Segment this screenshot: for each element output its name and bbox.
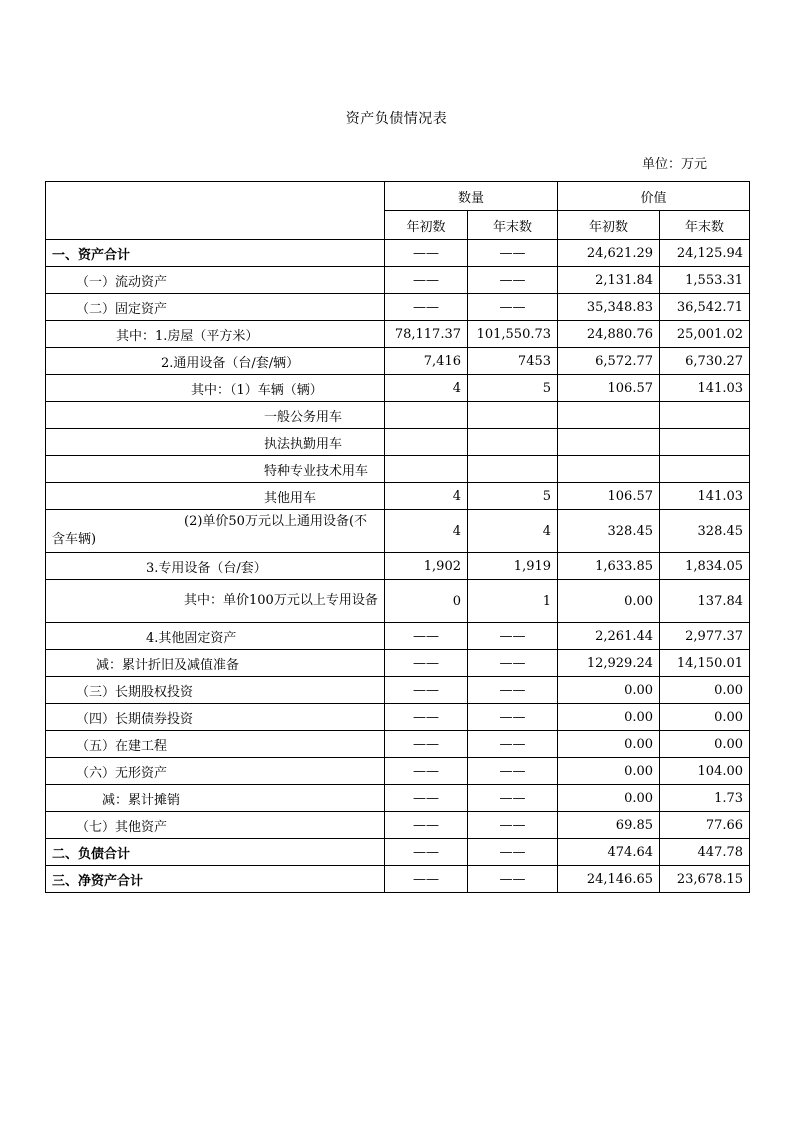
cell-v1 — [558, 402, 660, 429]
cell-v2: 24,125.94 — [660, 240, 750, 267]
table-row — [46, 866, 750, 893]
row-label: 特种专业技术用车 — [46, 456, 385, 483]
page-title: 资产负债情况表 — [345, 111, 448, 127]
cell-q1: —— — [385, 240, 468, 267]
cell-q2 — [468, 429, 558, 456]
unit-label: 单位：万元 — [642, 157, 708, 172]
row-label: 2.通用设备（台/套/辆） — [46, 348, 385, 375]
row-label: （七）其他资产 — [46, 812, 385, 839]
cell-q1: —— — [385, 704, 468, 731]
cell-v1 — [558, 456, 660, 483]
header-quantity-group: 数量 — [385, 182, 558, 211]
row-label: 三、净资产合计 — [46, 866, 385, 893]
cell-q1: 4 — [385, 510, 468, 553]
table-row — [46, 348, 750, 375]
header-val-begin: 年初数 — [558, 211, 660, 240]
cell-v1: 106.57 — [558, 375, 660, 402]
cell-v2: 6,730.27 — [660, 348, 750, 375]
cell-q1: —— — [385, 731, 468, 758]
table-row — [46, 839, 750, 866]
table-row — [46, 623, 750, 650]
cell-v1: 328.45 — [558, 510, 660, 553]
table-row — [46, 402, 750, 429]
cell-v2: 141.03 — [660, 483, 750, 510]
cell-q1: —— — [385, 866, 468, 893]
cell-v1: 0.00 — [558, 580, 660, 623]
table-row — [46, 483, 750, 510]
cell-q2: —— — [468, 240, 558, 267]
cell-v1: 474.64 — [558, 839, 660, 866]
cell-q2: 5 — [468, 483, 558, 510]
table-row — [46, 267, 750, 294]
cell-v2: 0.00 — [660, 704, 750, 731]
cell-v2: 1,553.31 — [660, 267, 750, 294]
cell-q2: —— — [468, 650, 558, 677]
row-label: 4.其他固定资产 — [46, 623, 385, 650]
table-row — [46, 650, 750, 677]
cell-v2: 23,678.15 — [660, 866, 750, 893]
table-row — [46, 240, 750, 267]
cell-v2: 104.00 — [660, 758, 750, 785]
cell-v2: 0.00 — [660, 731, 750, 758]
cell-q2: 101,550.73 — [468, 321, 558, 348]
cell-v1: 2,261.44 — [558, 623, 660, 650]
table-row — [46, 677, 750, 704]
row-label: 一、资产合计 — [46, 240, 385, 267]
cell-v2: 137.84 — [660, 580, 750, 623]
cell-v2 — [660, 456, 750, 483]
cell-v2: 0.00 — [660, 677, 750, 704]
cell-v1: 35,348.83 — [558, 294, 660, 321]
cell-q1: —— — [385, 623, 468, 650]
header-val-end: 年末数 — [660, 211, 750, 240]
cell-q1: —— — [385, 758, 468, 785]
cell-v2: 25,001.02 — [660, 321, 750, 348]
row-label: （六）无形资产 — [46, 758, 385, 785]
cell-v2: 77.66 — [660, 812, 750, 839]
cell-v1: 0.00 — [558, 731, 660, 758]
cell-q2: —— — [468, 267, 558, 294]
cell-q1: —— — [385, 812, 468, 839]
table-row — [46, 510, 750, 553]
cell-v1: 0.00 — [558, 758, 660, 785]
cell-v1: 12,929.24 — [558, 650, 660, 677]
cell-v2: 141.03 — [660, 375, 750, 402]
cell-q2: —— — [468, 758, 558, 785]
cell-q2: 4 — [468, 510, 558, 553]
row-label: 其中：单价100万元以上专用设备 — [46, 580, 385, 623]
cell-q2: 5 — [468, 375, 558, 402]
cell-q1 — [385, 402, 468, 429]
row-label: 3.专用设备（台/套） — [46, 553, 385, 580]
cell-q2: —— — [468, 704, 558, 731]
header-qty-end: 年末数 — [468, 211, 558, 240]
header-qty-begin: 年初数 — [385, 211, 468, 240]
cell-q1: —— — [385, 785, 468, 812]
table-row — [46, 294, 750, 321]
table-row — [46, 785, 750, 812]
table-row — [46, 553, 750, 580]
cell-q1: 78,117.37 — [385, 321, 468, 348]
cell-v2: 14,150.01 — [660, 650, 750, 677]
table-header — [46, 182, 750, 240]
table-body — [46, 240, 750, 893]
cell-q2: —— — [468, 731, 558, 758]
cell-v1: 0.00 — [558, 704, 660, 731]
table-row — [46, 375, 750, 402]
header-value-group: 价值 — [558, 182, 750, 211]
cell-v1: 69.85 — [558, 812, 660, 839]
cell-v2 — [660, 429, 750, 456]
row-label: (2)单价50万元以上通用设备(不含车辆) — [46, 510, 385, 553]
cell-q2: —— — [468, 866, 558, 893]
row-label: （二）固定资产 — [46, 294, 385, 321]
cell-v1 — [558, 429, 660, 456]
cell-q1: —— — [385, 294, 468, 321]
cell-q2 — [468, 402, 558, 429]
table-row — [46, 758, 750, 785]
cell-v1: 24,880.76 — [558, 321, 660, 348]
cell-q1: 7,416 — [385, 348, 468, 375]
cell-v1: 6,572.77 — [558, 348, 660, 375]
cell-q1: —— — [385, 839, 468, 866]
balance-sheet-table — [45, 181, 750, 893]
table-row — [46, 321, 750, 348]
table-row — [46, 704, 750, 731]
cell-q1 — [385, 456, 468, 483]
cell-q2: —— — [468, 785, 558, 812]
cell-v1: 0.00 — [558, 677, 660, 704]
row-label: （五）在建工程 — [46, 731, 385, 758]
table-row — [46, 580, 750, 623]
row-label: 减：累计折旧及减值准备 — [46, 650, 385, 677]
cell-q1 — [385, 429, 468, 456]
cell-q2: —— — [468, 839, 558, 866]
cell-q2 — [468, 456, 558, 483]
cell-q2: 7453 — [468, 348, 558, 375]
row-label: （四）长期债券投资 — [46, 704, 385, 731]
row-label: 二、负债合计 — [46, 839, 385, 866]
cell-v2 — [660, 402, 750, 429]
cell-v1: 1,633.85 — [558, 553, 660, 580]
cell-q1: 4 — [385, 375, 468, 402]
cell-q2: —— — [468, 294, 558, 321]
cell-q2: —— — [468, 812, 558, 839]
row-label: 执法执勤用车 — [46, 429, 385, 456]
cell-v1: 2,131.84 — [558, 267, 660, 294]
row-label: （一）流动资产 — [46, 267, 385, 294]
table-row — [46, 456, 750, 483]
cell-v1: 24,146.65 — [558, 866, 660, 893]
row-label: 其中：（1）车辆（辆） — [46, 375, 385, 402]
row-label: （三）长期股权投资 — [46, 677, 385, 704]
header-blank-cell — [46, 182, 385, 240]
table-row — [46, 731, 750, 758]
cell-q1: 1,902 — [385, 553, 468, 580]
table-row — [46, 429, 750, 456]
cell-q1: 0 — [385, 580, 468, 623]
cell-q1: —— — [385, 267, 468, 294]
cell-q1: —— — [385, 677, 468, 704]
cell-v2: 447.78 — [660, 839, 750, 866]
cell-v1: 106.57 — [558, 483, 660, 510]
row-label: 其中：1.房屋（平方米） — [46, 321, 385, 348]
cell-v2: 1.73 — [660, 785, 750, 812]
row-label: 其他用车 — [46, 483, 385, 510]
cell-q2: —— — [468, 623, 558, 650]
cell-q2: —— — [468, 677, 558, 704]
cell-q2: 1,919 — [468, 553, 558, 580]
cell-v2: 2,977.37 — [660, 623, 750, 650]
cell-v1: 0.00 — [558, 785, 660, 812]
cell-q1: 4 — [385, 483, 468, 510]
cell-q1: —— — [385, 650, 468, 677]
cell-v2: 36,542.71 — [660, 294, 750, 321]
cell-v1: 24,621.29 — [558, 240, 660, 267]
cell-v2: 1,834.05 — [660, 553, 750, 580]
table-row — [46, 812, 750, 839]
cell-q2: 1 — [468, 580, 558, 623]
row-label: 一般公务用车 — [46, 402, 385, 429]
cell-v2: 328.45 — [660, 510, 750, 553]
row-label: 减：累计摊销 — [46, 785, 385, 812]
